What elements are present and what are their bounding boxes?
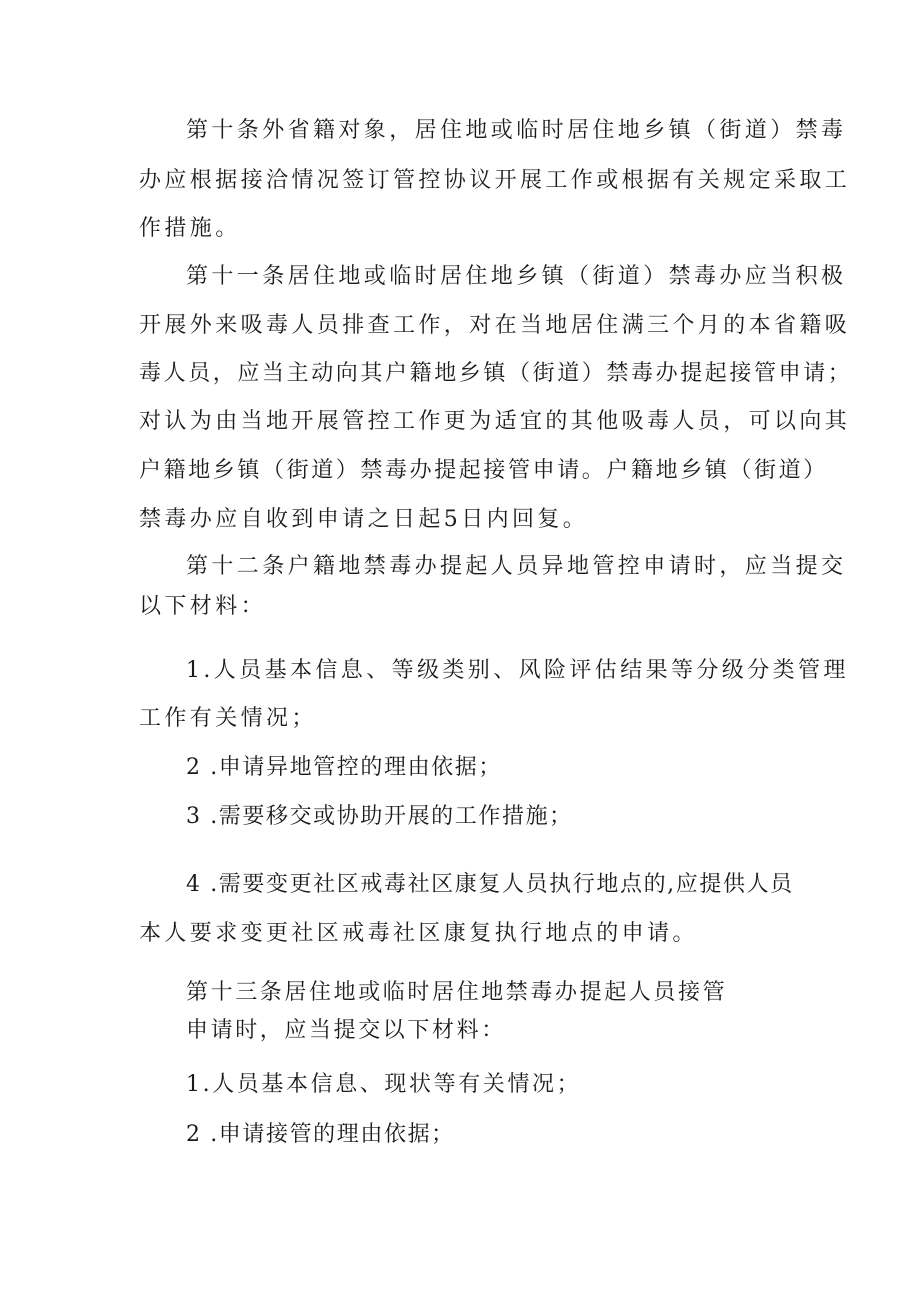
article-12-item-4-line-1: 4 .需要变更社区戒毒社区康复人员执行地点的,应提供人员 bbox=[186, 872, 794, 897]
article-10-line-2: 办应根据接洽情况签订管控协议开展工作或根据有关规定采取工 bbox=[139, 168, 851, 193]
article-11-line-2: 开展外来吸毒人员排查工作，对在当地居住满三个月的本省籍吸 bbox=[139, 313, 851, 338]
article-11-line-4: 对认为由当地开展管控工作更为适宜的其他吸毒人员，可以向其 bbox=[139, 409, 851, 434]
article-13-line-1: 第十三条居住地或临时居住地禁毒办提起人员接管 bbox=[186, 980, 728, 1005]
article-13-item-1: 1.人员基本信息、现状等有关情况； bbox=[186, 1072, 582, 1097]
article-12-item-4-line-2: 本人要求变更社区戒毒社区康复执行地点的申请。 bbox=[139, 921, 698, 946]
article-13-item-2: 2 .申请接管的理由依据； bbox=[186, 1122, 455, 1147]
article-13-line-2: 申请时，应当提交以下材料： bbox=[186, 1018, 506, 1043]
article-12-item-3: 3 .需要移交或协助开展的工作措施； bbox=[186, 804, 573, 829]
article-12-item-1-line-2: 工作有关情况； bbox=[139, 706, 317, 731]
article-10-line-1: 第十条外省籍对象，居住地或临时居住地乡镇（街道）禁毒 bbox=[186, 118, 847, 143]
article-12-line-2: 以下材料： bbox=[139, 594, 267, 619]
article-12-item-1-line-1: 1.人员基本信息、等级类别、风险评估结果等分级分类管理 bbox=[186, 658, 849, 683]
article-11-line-3: 毒人员，应当主动向其户籍地乡镇（街道）禁毒办提起接管申请； bbox=[139, 361, 853, 386]
article-11-line-6: 禁毒办应自收到申请之日起5日内回复。 bbox=[139, 507, 589, 532]
article-11-line-5: 户籍地乡镇（街道）禁毒办提起接管申请。户籍地乡镇（街道） bbox=[139, 458, 828, 483]
article-11-line-1: 第十一条居住地或临时居住地乡镇（街道）禁毒办应当积极 bbox=[186, 264, 847, 289]
article-12-item-2: 2 .申请异地管控的理由依据； bbox=[186, 755, 502, 780]
article-10-line-3: 作措施。 bbox=[139, 216, 241, 241]
article-12-line-1: 第十二条户籍地禁毒办提起人员异地管控申请时，应当提交 bbox=[186, 554, 847, 579]
